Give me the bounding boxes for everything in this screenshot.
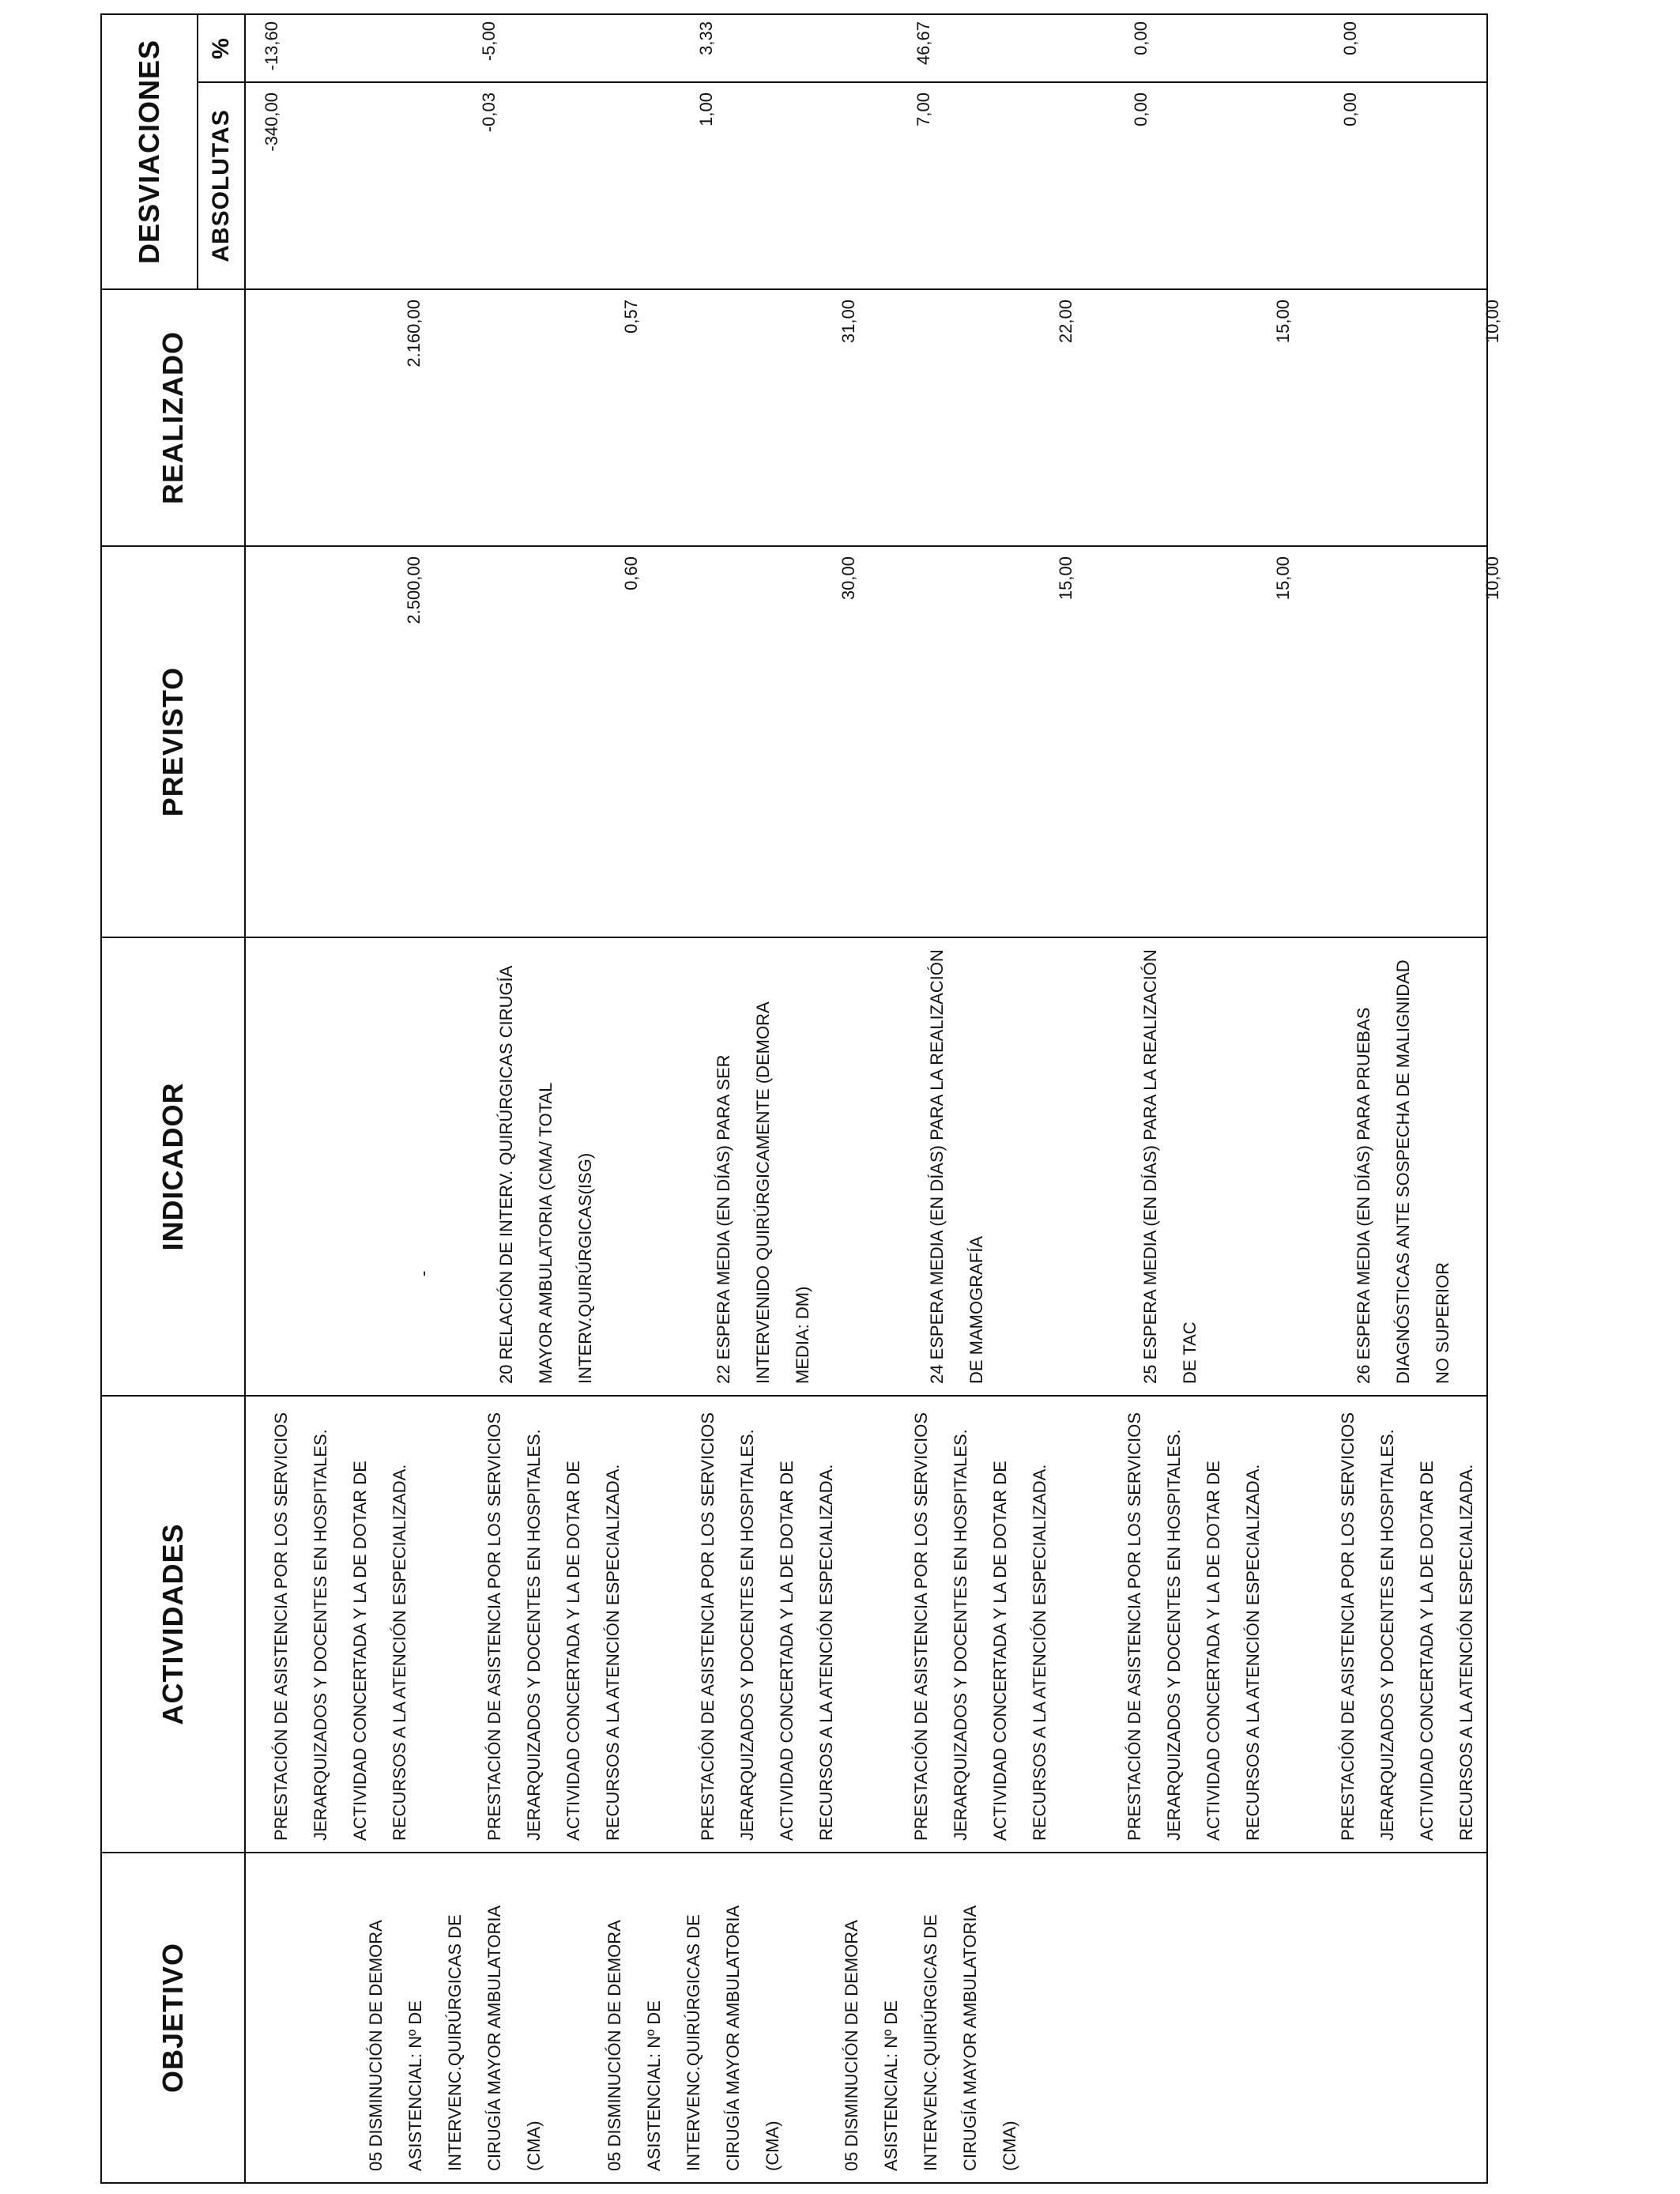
- realizado-value: 31,00: [838, 300, 858, 344]
- realizado-value: 0,57: [621, 300, 641, 334]
- absolutas-value: 0,00: [1131, 92, 1151, 126]
- rotated-table-page: [100, 15, 1502, 2184]
- header-previsto: PREVISTO: [101, 546, 245, 937]
- actividad-text: PRESTACIÓN DE ASISTENCIA POR LOS SERVICIOS JERARQUIZADOS Y DOCENTES EN HOSPITALES. ACTIVIDAD CONCERTADA Y LA DE DOTAR DE RECURSOS A LA ATENCIÓN ESPECIALIZADA.: [698, 1412, 836, 1841]
- absolutas-value: 7,00: [913, 92, 933, 126]
- porcentaje-value: -5,00: [479, 21, 499, 62]
- header-objetivo: OBJETIVO: [101, 1853, 245, 2183]
- header-indicador: INDICADOR: [101, 937, 245, 1396]
- objetivo-text: 05 DISMINUCIÓN DE DEMORA ASISTENCIAL: Nº DE INTERVENC.QUIRÚRGICAS DE CIRUGÍA MAYOR AMBULATORIA (CMA): [842, 1906, 1019, 2171]
- porcentaje-value: -13,60: [262, 21, 281, 71]
- actividad-text: PRESTACIÓN DE ASISTENCIA POR LOS SERVICIOS JERARQUIZADOS Y DOCENTES EN HOSPITALES. ACTIVIDAD CONCERTADA Y LA DE DOTAR DE RECURSOS A LA ATENCIÓN ESPECIALIZADA.: [484, 1412, 623, 1841]
- actividad-text: PRESTACIÓN DE ASISTENCIA POR LOS SERVICIOS JERARQUIZADOS Y DOCENTES EN HOSPITALES. ACTIVIDAD CONCERTADA Y LA DE DOTAR DE RECURSOS A LA ATENCIÓN ESPECIALIZADA.: [911, 1412, 1049, 1841]
- absolutas-value: -340,00: [262, 92, 281, 152]
- previsto-cell: [245, 546, 1502, 937]
- absolutas-cell: [245, 82, 1487, 289]
- actividad-text: PRESTACIÓN DE ASISTENCIA POR LOS SERVICIOS JERARQUIZADOS Y DOCENTES EN HOSPITALES. ACTIVIDAD CONCERTADA Y LA DE DOTAR DE RECURSOS A LA ATENCIÓN ESPECIALIZADA.: [1124, 1412, 1263, 1841]
- indicador-cell: [245, 937, 1487, 1396]
- header-absolutas: ABSOLUTAS: [198, 82, 245, 289]
- realizado-value: 22,00: [1056, 300, 1075, 344]
- porcentaje-value: 0,00: [1131, 21, 1151, 55]
- indicador-text: 26 ESPERA MEDIA (EN DÍAS) PARA PRUEBAS DIAGNÓSTICAS ANTE SOSPECHA DE MALIGNIDAD NO SUPERIOR: [1354, 959, 1452, 1384]
- porcentaje-value: 0,00: [1340, 21, 1360, 55]
- indicador-text: 25 ESPERA MEDIA (EN DÍAS) PARA LA REALIZACIÓN DE TAC: [1140, 949, 1200, 1384]
- realizado-value: 10,00: [1482, 300, 1502, 344]
- previsto-value: 10,00: [1482, 556, 1502, 601]
- objetivo-text: 05 DISMINUCIÓN DE DEMORA ASISTENCIAL: Nº DE INTERVENC.QUIRÚRGICAS DE CIRUGÍA MAYOR AMBULATORIA (CMA): [366, 1906, 544, 2171]
- header-actividades: ACTIVIDADES: [101, 1396, 245, 1853]
- previsto-value: 15,00: [1056, 556, 1075, 601]
- indicador-text: 24 ESPERA MEDIA (EN DÍAS) PARA LA REALIZACIÓN DE MAMOGRAFÍA: [927, 949, 986, 1384]
- objetivo-text: 05 DISMINUCIÓN DE DEMORA ASISTENCIAL: Nº DE INTERVENC.QUIRÚRGICAS DE CIRUGÍA MAYOR AMBULATORIA (CMA): [605, 1906, 782, 2171]
- previsto-value: 15,00: [1273, 556, 1293, 601]
- indicador-text: 22 ESPERA MEDIA (EN DÍAS) PARA SER INTERVENIDO QUIRÚRGICAMENTE (DEMORA MEDIA: DM): [714, 1002, 812, 1384]
- porcentaje-cell: [245, 14, 1487, 82]
- previsto-value: 0,60: [621, 556, 641, 590]
- indicators-table: [100, 13, 1502, 2184]
- porcentaje-value: 3,33: [696, 21, 716, 55]
- realizado-value: 15,00: [1273, 300, 1293, 344]
- absolutas-value: -0,03: [479, 92, 499, 133]
- absolutas-value: 1,00: [696, 92, 716, 126]
- actividad-text: PRESTACIÓN DE ASISTENCIA POR LOS SERVICIOS JERARQUIZADOS Y DOCENTES EN HOSPITALES. ACTIVIDAD CONCERTADA Y LA DE DOTAR DE RECURSOS A LA ATENCIÓN ESPECIALIZADA.: [1338, 1412, 1476, 1841]
- actividad-text: PRESTACIÓN DE ASISTENCIA POR LOS SERVICIOS JERARQUIZADOS Y DOCENTES EN HOSPITALES. ACTIVIDAD CONCERTADA Y LA DE DOTAR DE RECURSOS A LA ATENCIÓN ESPECIALIZADA.: [271, 1412, 409, 1841]
- header-realizado: REALIZADO: [101, 289, 245, 546]
- previsto-value: 30,00: [838, 556, 858, 601]
- actividades-cell: [245, 1396, 1487, 1853]
- indicador-text: 20 RELACIÓN DE INTERV. QUIRÚRGICAS CIRUGÍA MAYOR AMBULATORIA (CMA/ TOTAL INTERV.QUIRÚRGICAS(ISG): [496, 966, 595, 1384]
- absolutas-value: 0,00: [1340, 92, 1360, 126]
- header-desviaciones: DESVIACIONES: [101, 14, 198, 289]
- indicador-text: -: [413, 1270, 433, 1276]
- realizado-value: 2.160,00: [404, 300, 424, 368]
- objetivo-cell: [245, 1853, 1487, 2183]
- realizado-cell: [245, 289, 1502, 546]
- porcentaje-value: 46,67: [913, 21, 933, 66]
- header-porcentaje: %: [198, 14, 245, 82]
- previsto-value: 2.500,00: [404, 556, 424, 624]
